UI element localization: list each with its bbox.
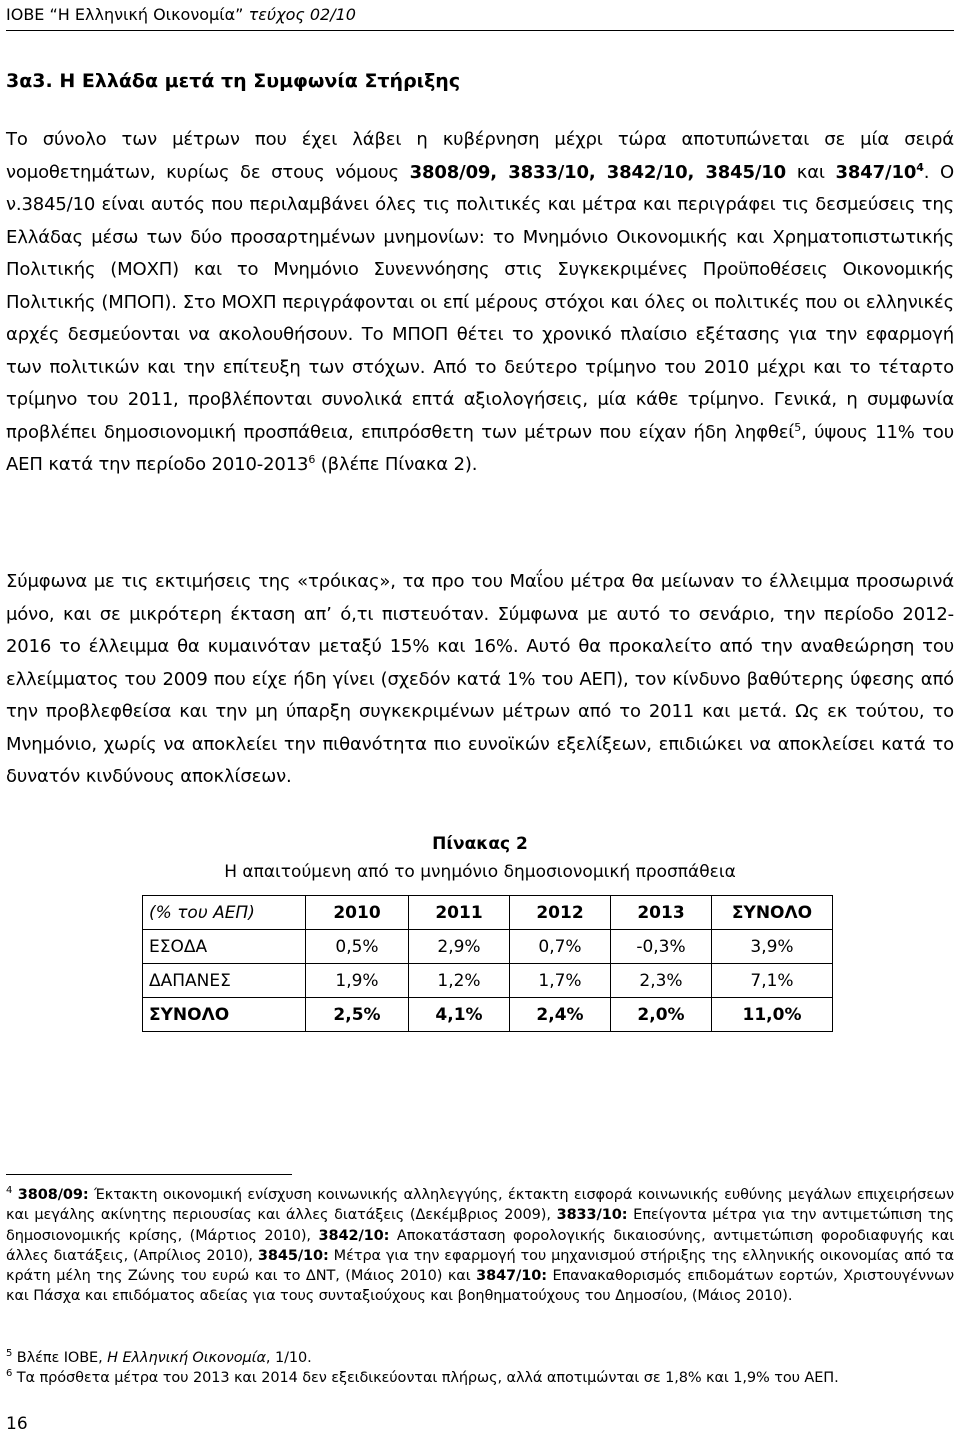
paragraph-1-text: , ύψους 11% του ΑΕΠ κατά την περίοδο 2010-2013 [6, 421, 954, 475]
paragraph-1-text: Το σύνολο των μέτρων που έχει λάβει η κυβέρνηση μέχρι τώρα αποτυπώνεται σε μία σειρά νομοθετημάτων, κυρίως δε στους νόμους [6, 129, 954, 183]
footnote-law: 3833/10: [556, 1207, 628, 1224]
table-cell: ΕΣΟΔΑ [143, 930, 306, 964]
table-subtitle: Η απαιτούμενη από το μνημόνιο δημοσιονομική προσπάθεια [224, 862, 736, 882]
footnote-text: Αποκατάσταση φορολογικής δικαιοσύνης, αντιμετώπιση φοροδιαφυγής και άλλες διατάξεις, (Απρίλιος 2010), [6, 1227, 954, 1264]
table-cell: 2,9% [409, 930, 510, 964]
section-title: 3α3. Η Ελλάδα μετά τη Συμφωνία Στήριξης [6, 70, 461, 92]
paragraph-1-text: . Ο ν.3845/10 είναι αυτός που περιλαμβάνει όλες τις πολιτικές και μέτρα και περιγράφει τις δεσμεύσεις της Ελλάδας μέσω των δύο προσαρτημένων μνημονίων: το Μνημόνιο Οικονομικής και Χρηματοπιστωτικής Πολιτικής (ΜΟΧΠ) και το Μνημόνιο Συνεννόησης στις Συγκεκριμένες Προϋποθέσεις Οικονομικής Πολιτικής (ΜΠΟΠ). Στο ΜΟΧΠ περιγράφονται οι επί μέρους στόχοι και όλες οι πολιτικές που οι ελληνικές αρχές δεσμεύονται να ακολουθήσουν. Το ΜΠΟΠ θέτει το χρονικό πλαίσιο εξέτασης για την εφαρμογή των πολιτικών και την επίτευξη των στόχων. Από το δεύτερο τρίμηνο του 2010 μέχρι και το τέταρτο τρίμηνο του 2011, προβλέπονται συνολικά επτά αξιολογήσεις, μία κάθε τρίμηνο. Γενικά, η συμφωνία προβλέπει δημοσιονομική προσπάθεια, επιπρόσθετη των μέτρων που είχαν ήδη ληφθεί [6, 161, 954, 443]
table-cell: 3,9% [712, 930, 833, 964]
table-cell: 0,7% [510, 930, 611, 964]
table-cell: 4,1% [409, 998, 510, 1032]
header-title: ΙΟΒΕ “Η Ελληνική Οικονομία” [6, 5, 249, 24]
paragraph-1-text: (βλέπε Πίνακα 2). [315, 454, 478, 475]
footnote-text: , 1/10. [265, 1350, 312, 1366]
footnote-4 [6, 1185, 954, 1307]
table-header-cell: 2012 [510, 896, 611, 930]
table-header-cell: 2013 [611, 896, 712, 930]
footnote-number: 6 [6, 1368, 13, 1379]
footnote-law: 3842/10: [318, 1227, 390, 1244]
footnote-text: Επείγοντα μέτρα για την αντιμετώπιση της δημοσιονομικής κρίσης, (Μάρτιος 2010), [6, 1207, 954, 1244]
fiscal-effort-table [142, 895, 833, 1032]
table-header-cell: 2010 [306, 896, 409, 930]
footnote-text: Βλέπε ΙΟΒΕ, [12, 1350, 108, 1366]
table-total-row [143, 998, 833, 1032]
publication-title: Η Ελληνική Οικονομία [107, 1350, 266, 1366]
table-cell: 1,7% [510, 964, 611, 998]
footnote-6 [6, 1368, 954, 1388]
table-cell: 2,0% [611, 998, 712, 1032]
page-number: 16 [6, 1414, 28, 1434]
paragraph-1 [6, 124, 954, 482]
table-cell: ΔΑΠΑΝΕΣ [143, 964, 306, 998]
table-cell: ΣΥΝΟΛΟ [143, 998, 306, 1032]
table-cell: 1,2% [409, 964, 510, 998]
table-header-cell: 2011 [409, 896, 510, 930]
table-title: Πίνακας 2 [432, 834, 528, 854]
table-cell: 2,5% [306, 998, 409, 1032]
footnote-text: Έκτακτη οικονομική ενίσχυση κοινωνικής αλληλεγγύης, έκτακτη εισφορά κοινωνικής ευθύνης μεγάλων επιχειρήσεων και μεγάλης ακίνητης περιουσίας και άλλες διατάξεις (Δεκέμβριος 2009), [6, 1187, 954, 1224]
table-cell: 2,4% [510, 998, 611, 1032]
table-cell: 2,3% [611, 964, 712, 998]
footnote-ref-6: 6 [308, 453, 316, 466]
table-cell: 1,9% [306, 964, 409, 998]
header-issue: τεύχος 02/10 [248, 5, 356, 24]
table-cell: 7,1% [712, 964, 833, 998]
footnote-law: 3847/10: [476, 1268, 547, 1285]
footnote-text: Τα πρόσθετα μέτρα του 2013 και 2014 δεν εξειδικεύονται πλήρως, αλλά αποτιμώνται σε 1,8% και 1,9% του ΑΕΠ. [12, 1370, 839, 1386]
paragraph-2: Σύμφωνα με τις εκτιμήσεις της «τρόικας», τα προ του Μαΐου μέτρα θα μείωναν το έλλειμμα προσωρινά μόνο, και σε μικρότερη έκταση απ’ ό,τι πιστευόταν. Σύμφωνα με αυτό το σενάριο, την περίοδο 2012-2016 το έλλειμμα θα κυμαινόταν μεταξύ 15% και 16%. Αυτό θα προκαλείτο από την αναθεώρηση του ελλείμματος του 2009 που είχε ήδη γίνει (σχεδόν κατά 1% του ΑΕΠ), τον κίνδυνο βαθύτερης ύφεσης από την προβλεφθείσα και την μη ύπαρξη συγκεκριμένων μέτρων από το 2011 και μετά. Ως εκ τούτου, το Μνημόνιο, χωρίς να αποκλείει την πιθανότητα πιο ευνοϊκών εξελίξεων, επιδιώκει να αποκλείσει κατά το δυνατόν κινδύνους αποκλίσεων. [6, 571, 954, 787]
table-cell: 11,0% [712, 998, 833, 1032]
footnote-law: 3808/09: [17, 1187, 89, 1203]
table-cell: 0,5% [306, 930, 409, 964]
paragraph-1-text: και [786, 161, 836, 183]
table-cell: -0,3% [611, 930, 712, 964]
footnote-ref-4: 4 [916, 160, 924, 174]
table-row [143, 964, 833, 998]
footnote-number: 5 [6, 1348, 13, 1359]
footnote-separator [6, 1174, 292, 1175]
table-header-cell: ΣΥΝΟΛΟ [712, 896, 833, 930]
footnote-5 [6, 1348, 954, 1368]
law-numbers: 3808/09, 3833/10, 3842/10, 3845/10 [409, 161, 787, 183]
table-header-row [143, 896, 833, 930]
running-header [6, 4, 954, 31]
footnote-text: Επανακαθορισμός επιδομάτων εορτών, Χριστουγέννων και Πάσχα και επιδόματος αδείας για τους συνταξιούχους και βοηθηματούχους του Δημοσίου, (Μάιος 2010). [6, 1268, 954, 1305]
footnote-text: Μέτρα για την εφαρμογή του μηχανισμού στήριξης της ελληνικής οικονομίας από τα κράτη μέλη της Ζώνης του ευρώ και το ΔΝΤ, (Μάιος 2010) και [6, 1247, 954, 1285]
footnote-ref-5: 5 [794, 420, 802, 434]
footnote-law: 3845/10: [257, 1247, 329, 1264]
law-number: 3847/10 [835, 161, 917, 183]
footnote-number: 4 [6, 1185, 13, 1196]
table-header-cell: (% του ΑΕΠ) [143, 896, 306, 930]
table-row [143, 930, 833, 964]
